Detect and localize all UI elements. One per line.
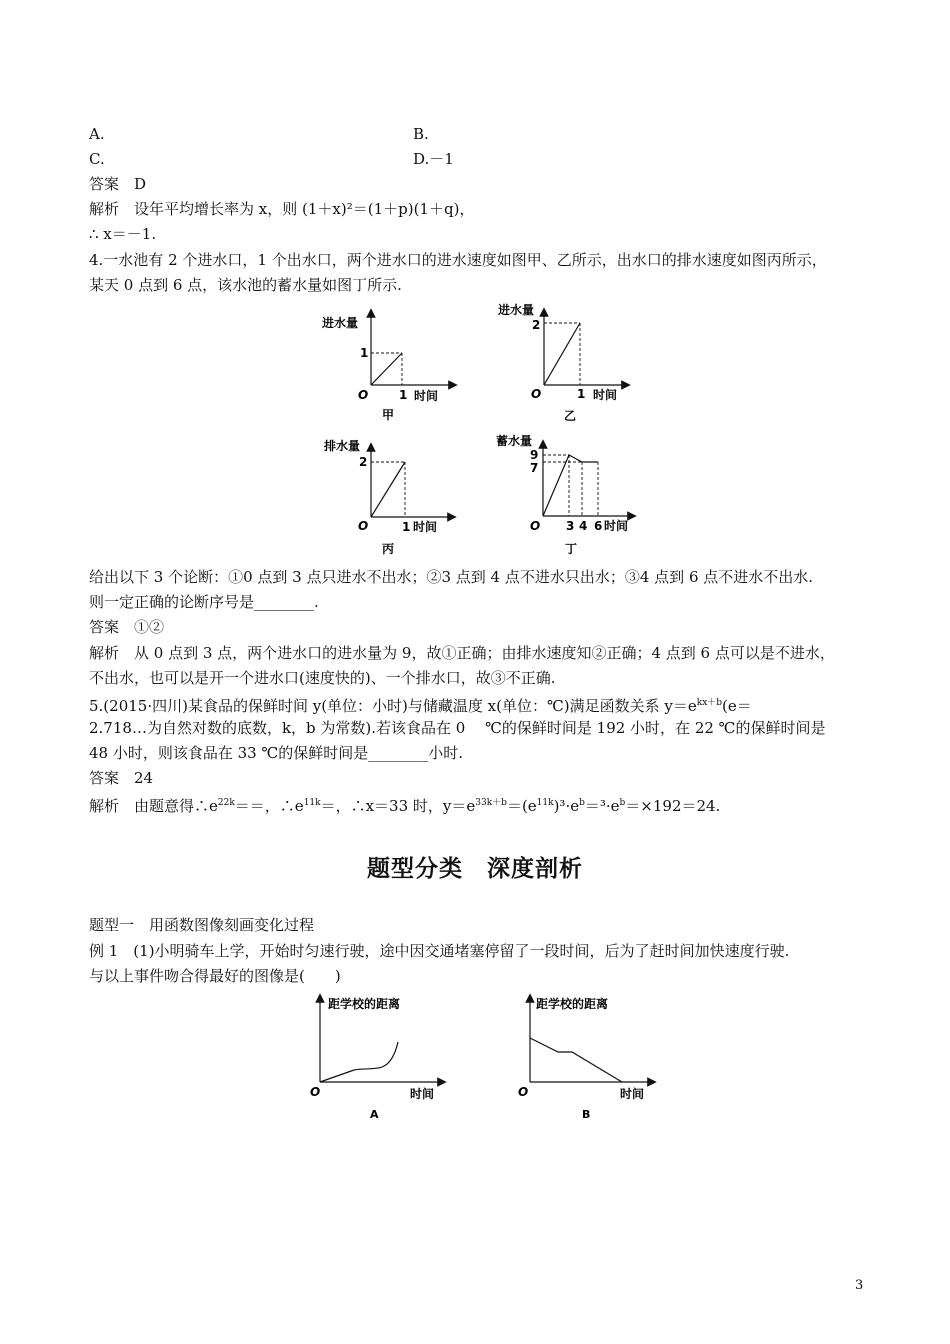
q4-stem-line-2: 某天 0 点到 6 点，该水池的蓄水量如图丁所示. — [89, 276, 402, 294]
graph-caption: 丙 — [382, 542, 395, 556]
y-axis-label: 蓄水量 — [496, 434, 533, 448]
x-axis-label: 时间 — [414, 389, 439, 403]
exponent: b — [619, 798, 626, 808]
exponent: 33k＋b — [475, 798, 507, 808]
x-tick-6: 6 — [594, 519, 603, 533]
origin-label: O — [358, 519, 369, 533]
option-b: B. — [413, 125, 429, 143]
graph-caption: 乙 — [564, 409, 577, 423]
q5-answer: 答案 24 — [89, 769, 154, 787]
exponent: 22k — [217, 798, 235, 808]
graph-yi — [494, 300, 634, 425]
x-tick-3: 3 — [566, 519, 575, 533]
q4-stem-line-1: 4.一水池有 2 个进水口，1 个出水口，两个进水口的进水速度如图甲、乙所示，出水口的排水速度如图丙所示， — [89, 251, 827, 269]
text-run: ＝＝，∴e — [234, 797, 304, 815]
q3-answer: 答案 D — [89, 175, 147, 193]
text-run: )³·e — [553, 797, 580, 815]
graph-a — [302, 990, 452, 1125]
y-tick-7: 7 — [530, 461, 539, 475]
origin-label: O — [531, 387, 542, 401]
outflow-line — [371, 462, 405, 517]
x-tick: 1 — [402, 520, 411, 534]
x-axis-label: 时间 — [593, 388, 618, 402]
y-axis-label: 距学校的距离 — [536, 997, 609, 1011]
origin-label: O — [358, 388, 369, 402]
y-axis-label: 进水量 — [322, 316, 359, 330]
graph-ding — [494, 430, 639, 560]
example1-line-1: 例 1 (1)小明骑车上学，开始时匀速行驶，途中因交通堵塞停留了一段时间，后为了赶时间加快速度行驶. — [89, 942, 790, 960]
origin-label: O — [518, 1085, 529, 1099]
distance-curve — [530, 1038, 622, 1082]
q5-exponent: kx＋b — [696, 698, 723, 708]
exponent: b — [579, 798, 585, 808]
text-run: ＝，∴x＝33 时，y＝e — [320, 797, 476, 815]
q5-stem-tail: (e＝ — [722, 697, 752, 715]
q4-claims: 给出以下 3 个论断：①0 点到 3 点只进水不出水；②3 点到 4 点不进水只出水；③4 点到 6 点不进水不出水. — [89, 568, 814, 586]
graph-bing — [320, 435, 460, 560]
graph-b — [512, 990, 662, 1125]
graph-caption: 丁 — [565, 542, 578, 556]
option-d: D.－1 — [413, 150, 454, 168]
y-axis-label: 进水量 — [498, 303, 535, 317]
text-run: ＝(e — [506, 797, 537, 815]
q5-analysis — [89, 793, 720, 816]
q3-analysis-line-1: 解析 设年平均增长率为 x，则 (1＋x)²＝(1＋p)(1＋q)， — [89, 200, 475, 218]
y-tick: 1 — [360, 346, 369, 360]
x-axis-label: 时间 — [413, 520, 438, 534]
text-run: 解析 由题意得∴e — [89, 797, 218, 815]
q5-stem-text: 5.(2015·四川)某食品的保鲜时间 y(单位：小时)与储藏温度 x(单位：℃)满足函数关系 y＝e — [89, 697, 697, 715]
q5-stem-line-2: 2.718…为自然对数的底数，k，b 为常数).若该食品在 0 ℃的保鲜时间是 192 小时，在 22 ℃的保鲜时间是 — [89, 719, 826, 737]
x-axis-label: 时间 — [410, 1087, 435, 1101]
q4-analysis-line-1: 解析 从 0 点到 3 点，两个进水口的进水量为 9，故①正确；由排水速度知②正确；4 点到 6 点可以是不进水， — [89, 644, 835, 662]
graph-jia — [318, 305, 458, 425]
x-axis-label: 时间 — [604, 519, 629, 533]
graph-caption: 甲 — [382, 408, 395, 422]
exponent: 11k — [536, 798, 554, 808]
q4-question: 则一定正确的论断序号是________. — [89, 593, 319, 611]
option-a: A. — [89, 125, 105, 143]
exponent: 11k — [303, 798, 321, 808]
type1-title: 题型一 用函数图像刻画变化过程 — [89, 916, 315, 934]
y-tick: 2 — [532, 318, 541, 332]
q4-answer: 答案 ①② — [89, 618, 165, 636]
y-tick: 2 — [359, 455, 368, 469]
page-number: 3 — [855, 1278, 864, 1293]
example1-line-2: 与以上事件吻合得最好的图像是( ) — [89, 967, 341, 985]
y-tick-9: 9 — [530, 448, 539, 462]
graph-caption: A — [370, 1108, 379, 1121]
x-tick: 1 — [399, 388, 408, 402]
q4-analysis-line-2: 不出水，也可以是开一个进水口(速度快的)、一个排水口，故③不正确. — [89, 669, 556, 687]
option-c: C. — [89, 150, 105, 168]
text-run: ＝³·e — [584, 797, 620, 815]
section-heading: 题型分类 深度剖析 — [367, 856, 583, 882]
distance-curve — [320, 1042, 398, 1082]
origin-label: O — [530, 519, 541, 533]
q3-analysis-line-2: ∴ x＝－1. — [89, 225, 157, 243]
q5-stem-line-1 — [89, 693, 752, 716]
origin-label: O — [310, 1085, 321, 1099]
x-tick: 1 — [577, 387, 586, 401]
x-axis-label: 时间 — [620, 1087, 645, 1101]
inflow-line — [371, 353, 402, 385]
y-axis-label: 距学校的距离 — [328, 997, 401, 1011]
storage-curve — [543, 455, 598, 516]
q5-stem-line-3: 48 小时，则该食品在 33 ℃的保鲜时间是________小时. — [89, 744, 464, 762]
inflow-line — [544, 323, 580, 385]
y-axis-label: 排水量 — [324, 439, 361, 453]
x-tick-4: 4 — [579, 519, 588, 533]
graph-caption: B — [582, 1108, 591, 1121]
text-run: ＝×192＝24. — [625, 797, 721, 815]
